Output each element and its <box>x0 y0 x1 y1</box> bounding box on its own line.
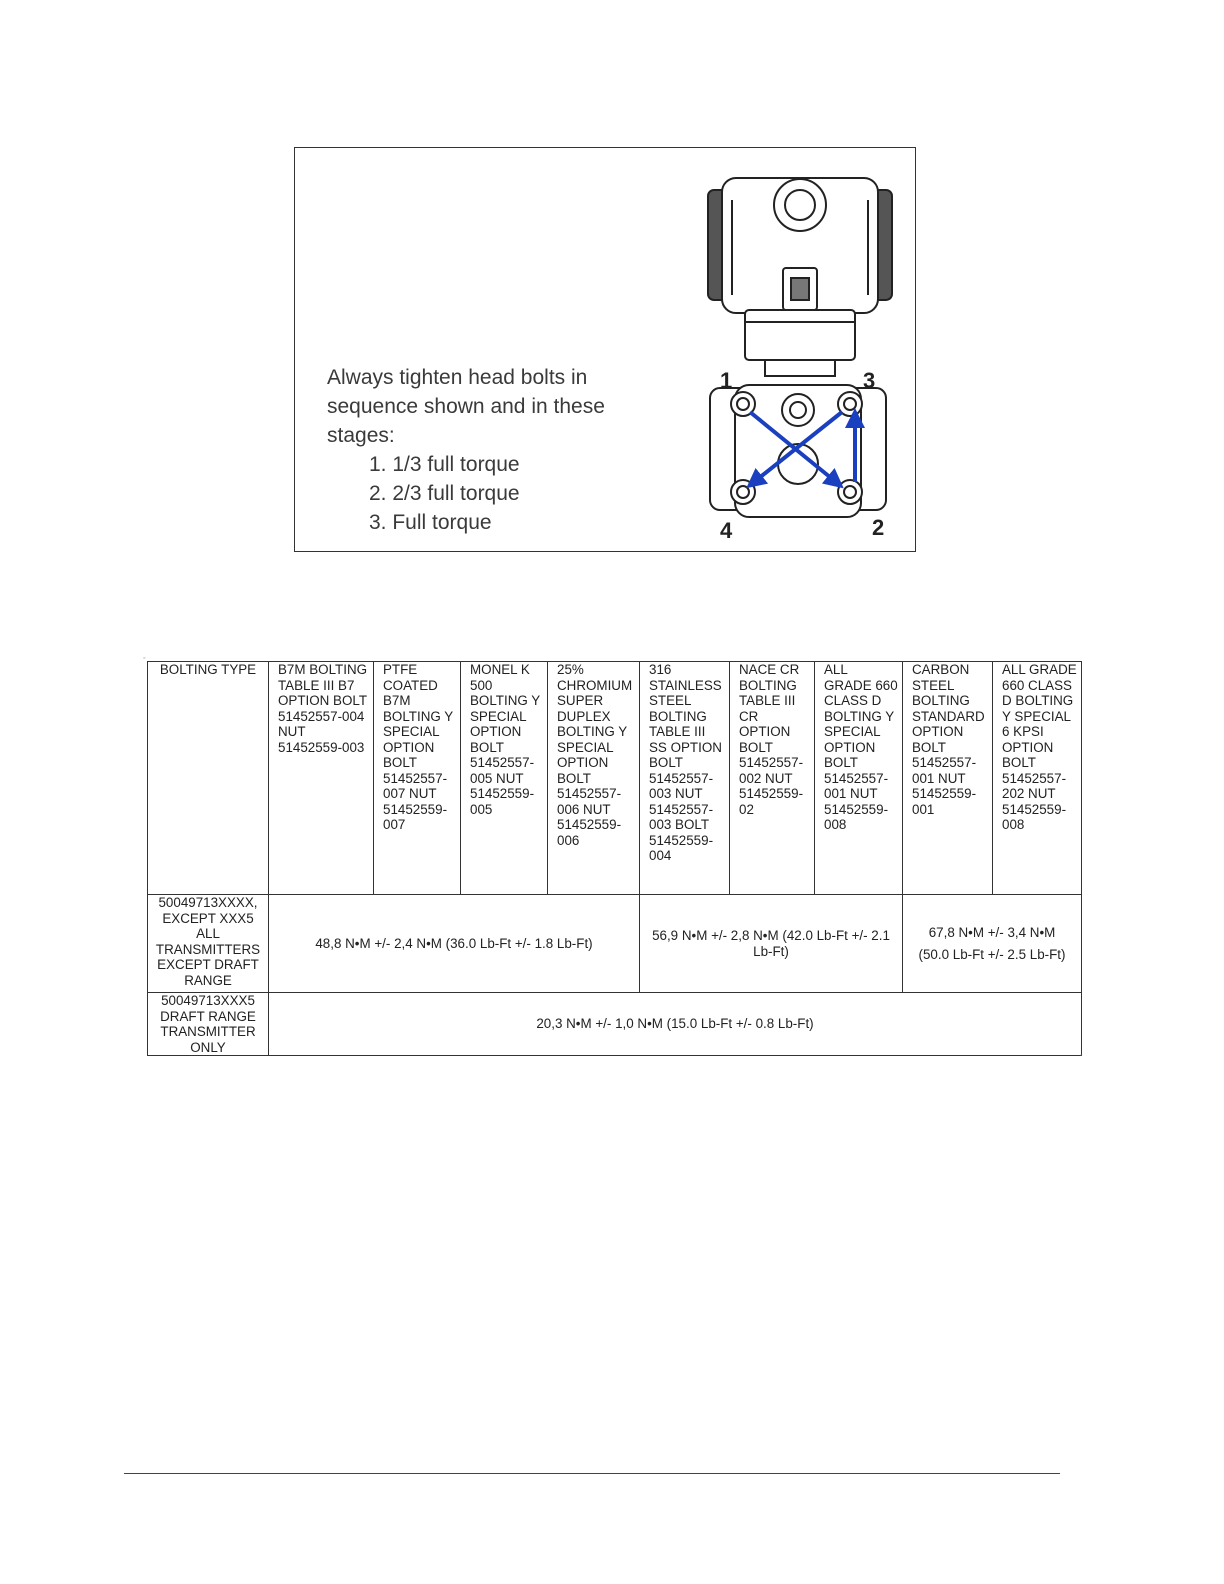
col-super-duplex: 25% CHROMIUM SUPER DUPLEX BOLTING Y SPECIAL OPTION BOLT 51452557-006 NUT 51452559-006 <box>548 662 640 895</box>
col-nace-cr: NACE CR BOLTING TABLE III CR OPTION BOLT 51452557-002 NUT 51452559-02 <box>730 662 815 895</box>
table-row <box>148 895 1082 993</box>
col-316-stainless: 316 STAINLESS STEEL BOLTING TABLE III SS OPTION BOLT 51452557-003 NUT 51452557-003 BOLT 51452559-004 <box>640 662 730 895</box>
tightening-instructions <box>327 363 657 537</box>
stage-2: 2. 2/3 full torque <box>369 482 520 505</box>
stage-1: 1. 1/3 full torque <box>369 453 520 476</box>
torque-c-line2: (50.0 Lb-Ft +/- 2.5 Lb-Ft) <box>918 946 1066 962</box>
row-label-draft-range: 50049713XXX5 DRAFT RANGE TRANSMITTER ONLY <box>148 993 269 1056</box>
table-row <box>148 993 1082 1056</box>
footer-rule <box>124 1473 1060 1474</box>
torque-value-draft-range: 20,3 N•M +/- 1,0 N•M (15.0 Lb-Ft +/- 0.8 Lb-Ft) <box>269 993 1082 1056</box>
col-carbon-steel: CARBON STEEL BOLTING STANDARD OPTION BOLT 51452557-001 NUT 51452559-001 <box>903 662 993 895</box>
col-monel-k500: MONEL K 500 BOLTING Y SPECIAL OPTION BOLT 51452557-005 NUT 51452559-005 <box>461 662 548 895</box>
corner-mark: ◦ <box>143 655 146 662</box>
transmitter-drawing <box>690 160 910 545</box>
bolt-tightening-figure <box>294 147 916 552</box>
col-b7m: B7M BOLTING TABLE III B7 OPTION BOLT 51452557-004 NUT 51452559-003 <box>269 662 374 895</box>
bolting-type-header: BOLTING TYPE <box>148 662 269 895</box>
bolt-number-1: 1 <box>720 368 733 393</box>
torque-value-group-c <box>903 895 1082 993</box>
bolt-number-2: 2 <box>872 515 885 540</box>
torque-c-line1: 67,8 N•M +/- 3,4 N•M <box>928 925 1056 940</box>
bolt-number-4: 4 <box>720 518 733 543</box>
col-grade-660-d-6kpsi: ALL GRADE 660 CLASS D BOLTING Y SPECIAL 6 KPSI OPTION BOLT 51452557-202 NUT 51452559-008 <box>993 662 1082 895</box>
corner-mark: ◦ <box>1080 1052 1083 1059</box>
torque-value-group-b: 56,9 N•M +/- 2,8 N•M (42.0 Lb-Ft +/- 2.1 Lb-Ft) <box>640 895 903 993</box>
col-ptfe-coated: PTFE COATED B7M BOLTING Y SPECIAL OPTION BOLT 51452557-007 NUT 51452559-007 <box>374 662 461 895</box>
instructions-intro: Always tighten head bolts in sequence shown and in these stages: <box>327 366 605 447</box>
bolt-torque-table <box>147 661 1082 1056</box>
table-header-row <box>148 662 1082 895</box>
row-label-all-transmitters: 50049713XXXX, EXCEPT XXX5 ALL TRANSMITTERS EXCEPT DRAFT RANGE <box>148 895 269 993</box>
electronics-housing <box>708 178 892 376</box>
torque-value-group-a: 48,8 N•M +/- 2,4 N•M (36.0 Lb-Ft +/- 1.8 Lb-Ft) <box>269 895 640 993</box>
stage-3: 3. Full torque <box>369 511 492 534</box>
col-grade-660-d: ALL GRADE 660 CLASS D BOLTING Y SPECIAL OPTION BOLT 51452557-001 NUT 51452559-008 <box>815 662 903 895</box>
bolt-number-3: 3 <box>863 368 876 393</box>
